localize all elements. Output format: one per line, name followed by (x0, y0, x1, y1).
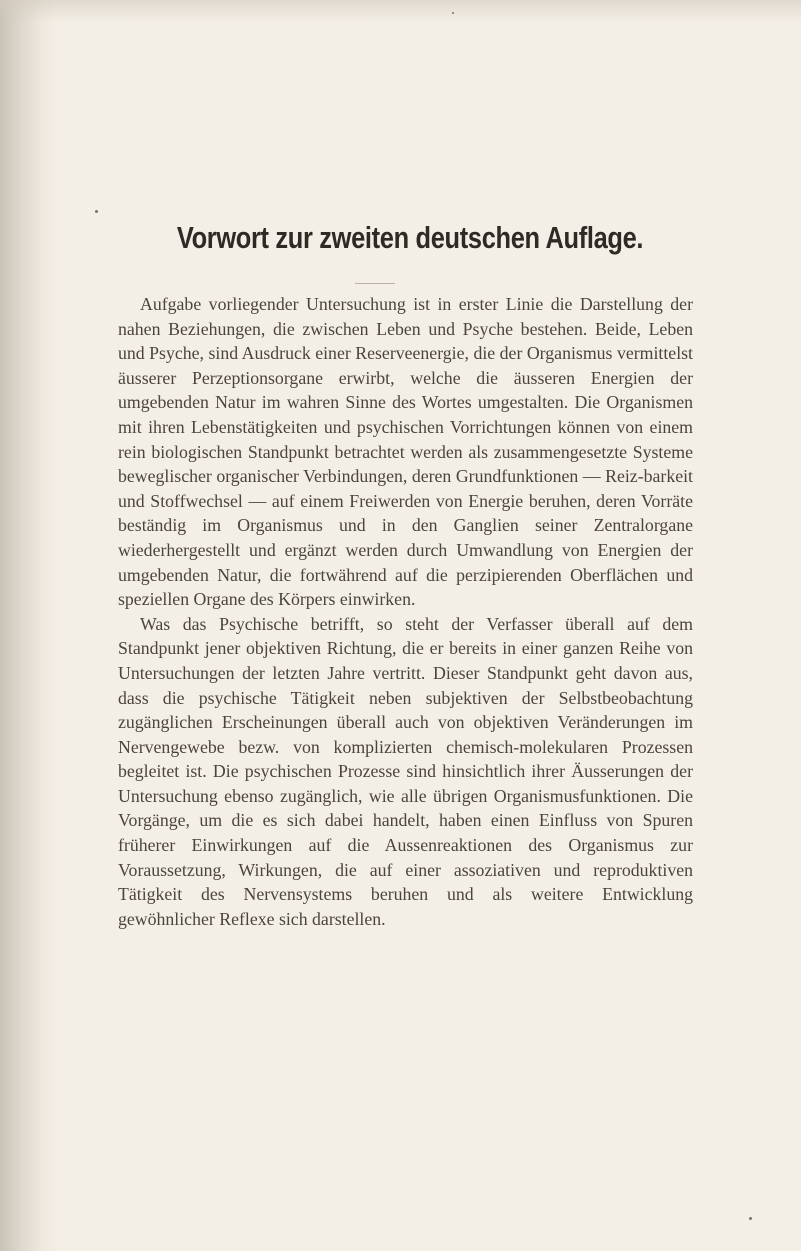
paragraph: Aufgabe vorliegender Untersuchung ist in erster Linie die Darstellung der nahen Beziehungen, die zwischen Leben und Psyche bestehen. Beide, Leben und Psyche, sind Ausdruck einer Reserveenergie, die der Organismus vermittelst äusserer Perzeptionsorgane erwirbt, welche die äusseren Energien der umgebenden Natur im wahren Sinne des Wortes umgestalten. Die Organismen mit ihren Lebenstätigkeiten und psychischen Vorrichtungen können von einem rein biologischen Standpunkt betrachtet werden als zusammengesetzte Systeme beweglischer organischer Verbindungen, deren Grundfunktionen — Reiz-barkeit und Stoffwechsel — auf einem Freiwerden von Energie beruhen, deren Vorräte beständig im Organismus und in den Ganglien seiner Zentralorgane wiederhergestellt und ergänzt werden durch Umwandlung von Energien der umgebenden Natur, die fortwährend auf die perzipierenden Oberflächen und speziellen Organe des Körpers einwirken. (118, 294, 693, 610)
page-title: Vorwort zur zweiten deutschen Auflage. (176, 220, 644, 255)
print-speck (95, 210, 98, 213)
title-divider (355, 283, 395, 284)
binding-shadow (0, 0, 58, 1251)
print-speck (452, 12, 454, 14)
print-speck (749, 1217, 752, 1220)
paragraph: Was das Psychische betrifft, so steht der Verfasser überall auf dem Standpunkt jener objektiven Richtung, die er bereits in einer ganzen Reihe von Untersuchungen der letzten Jahre vertritt. Dieser Standpunkt geht davon aus, dass die psychische Tätigkeit neben subjektiven der Selbstbeobachtung zugänglichen Erscheinungen überall auch von objektiven Veränderungen im Nervengewebe bezw. von komplizierten chemisch-molekularen Prozessen begleitet ist. Die psychischen Prozesse sind hinsichtlich ihrer Äusserungen der Untersuchung ebenso zugänglich, wie alle übrigen Organismusfunktionen. Die Vorgänge, um die es sich dabei handelt, haben einen Einfluss von Spuren früherer Einwirkungen auf die Aussenreaktionen des Organismus zur Voraussetzung, Wirkungen, die auf einer assoziativen und reproduktiven Tätigkeit des Nervensystems beruhen und als weitere Entwicklung gewöhnlicher Reflexe sich darstellen. (118, 613, 693, 929)
body-text (118, 292, 693, 931)
top-edge-shadow (0, 0, 801, 22)
